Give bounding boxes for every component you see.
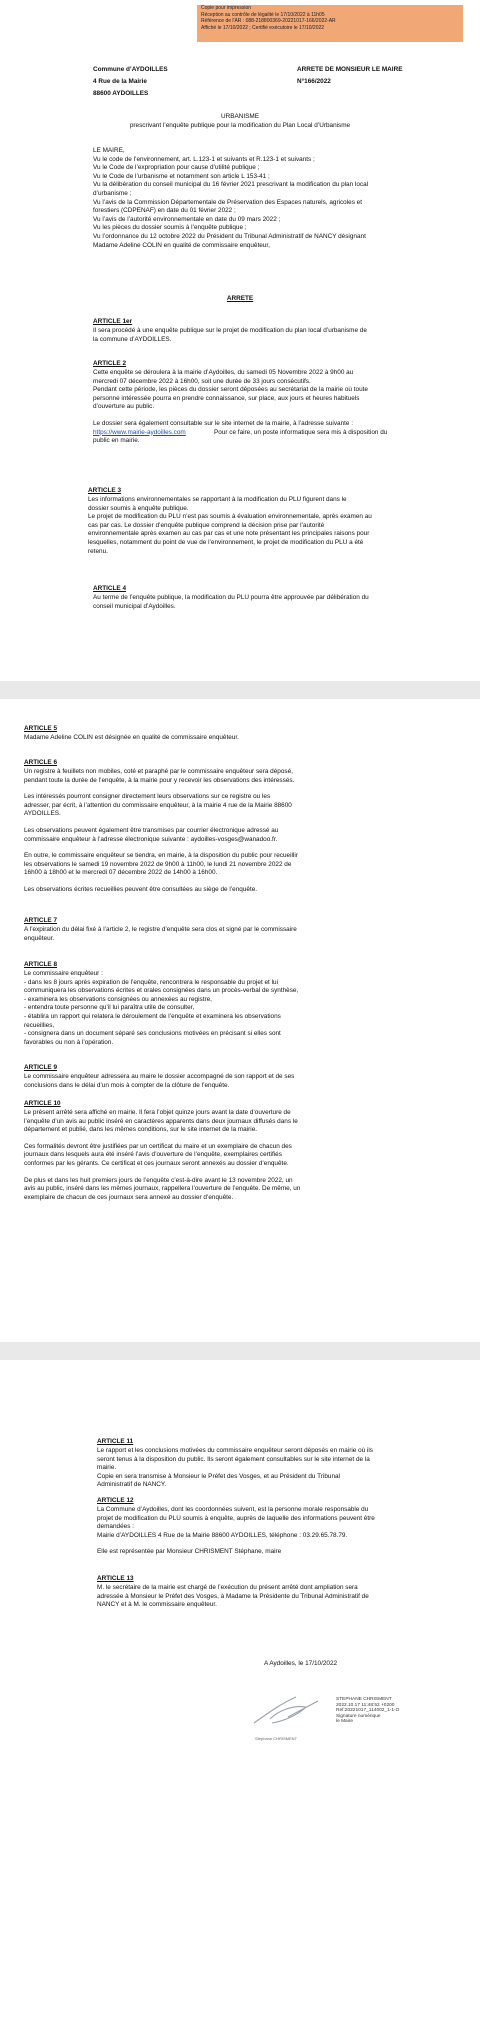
article-line: M. le secrétaire de la mairie est chargé de l’exécution du présent arrêté dont ampliation sera: [97, 1584, 358, 1591]
article-line: public en mairie.: [93, 437, 140, 445]
article-title: ARTICLE 12: [97, 1497, 134, 1504]
article-line: environnementale après examen au cas par cas et une note présentant les principales raisons pour: [88, 530, 370, 538]
article-title: ARTICLE 11: [97, 1438, 134, 1445]
signature-line: Signature numérique: [336, 1713, 381, 1719]
signature-line: 2022.10.17 11:48:52 +0200: [336, 1702, 395, 1708]
page-2: [0, 699, 480, 1342]
article-line: De plus et dans les huit premiers jours de l’enquête c’est-à-dire avant le 13 novembre 2022, un: [24, 1176, 293, 1184]
article-title: ARTICLE 6: [24, 759, 58, 766]
mayor-heading: LE MAIRE,: [93, 147, 125, 154]
article-line: Au terme de l’enquête publique, la modification du PLU pourra être approuvée par délibération du: [93, 594, 369, 601]
article-line: retenu.: [88, 547, 108, 555]
article-line: avis au public, inséré dans les mêmes journaux, rappellera l’ouverture de l’enquête. De même, un: [24, 1185, 301, 1193]
preamble-line: Vu le Code de l’urbanisme et notamment son article L 153-41 ;: [93, 172, 270, 180]
article-line: conclusions dans le délai d’un mois à compter de la clôture de l’enquête.: [24, 1081, 230, 1089]
article-line: AYDOILLES.: [24, 810, 61, 818]
signature-line: Ref:20221017_114002_1-1-O: [336, 1708, 400, 1714]
page-3: [0, 1360, 480, 2044]
article-line: - entendra toute personne qu’il lui paraîtra utile de consulter,: [24, 1004, 195, 1012]
preamble-line: forestiers (CDPENAF) en date du 01 février 2022 ;: [93, 207, 236, 215]
arrete-heading: ARRETE: [226, 295, 254, 302]
commune-address: 4 Rue de la Mairie: [93, 78, 147, 85]
article-title: ARTICLE 4: [93, 585, 127, 592]
preamble-line: Vu l’avis de l’autorité environnementale en date du 09 mars 2022 ;: [93, 215, 281, 223]
article-line: Le rapport et les conclusions motivées du commissaire enquêteur seront déposés en mairie où ils: [97, 1447, 374, 1454]
article-title: ARTICLE 10: [24, 1100, 61, 1107]
article-line: communiquera les observations écrites et orales consignées dans un procès-verbal de synthèse,: [24, 987, 299, 995]
preamble-line: Vu les pièces du dossier soumis à l’enquête publique ;: [93, 224, 247, 232]
article-line: Un registre à feuillets non mobiles, coté et paraphé par le commissaire enquêteur sera déposé,: [24, 768, 293, 775]
article-line: enquêteur.: [24, 934, 55, 942]
article-line: favorables ou non à l’opération.: [24, 1038, 114, 1046]
stamp-line: Copie pour impression: [201, 5, 252, 11]
article-line: l’enquête d’un avis au public inséré en caractères apparents dans deux journaux diffusés dans le: [24, 1117, 298, 1125]
article-line: mercredi 07 décembre 2022 à 16h00, soit une durée de 33 jours consécutifs.: [93, 377, 311, 385]
article-line: projet de modification du PLU soumis à enquête, auprès de laquelle des informations peuvent être: [97, 1514, 375, 1522]
article-line: La Commune d’Aydoilles, dont les coordonnées suivent, est la personne morale responsable du: [97, 1506, 369, 1513]
article-line: exemplaire de chacun de ces journaux sera annexé au dossier d’enquête.: [24, 1193, 234, 1201]
article-line: Pendant cette période, les pièces du dossier seront déposées au secrétariat de la mairie où toute: [93, 386, 368, 394]
subject-title: URBANISME: [221, 113, 259, 120]
article-line: conseil municipal d’Aydoilles.: [93, 602, 176, 610]
article-line: Cette enquête se déroulera à la mairie d’Aydoilles, du samedi 05 Novembre 2022 à 9h00 au: [93, 369, 354, 376]
preamble-line: Vu le Code de l’expropriation pour cause d’utilité publique ;: [93, 164, 260, 172]
article-line: personne intéressée pourra en prendre connaissance, sur place, aux jours et heures habituels: [93, 394, 360, 402]
article-line: Le dossier sera également consultable sur le site internet de la mairie, à l’adresse suivante :: [93, 420, 354, 427]
article-line: la commune d’AYDOILLES.: [93, 335, 172, 343]
digital-signature-block: [336, 1697, 399, 1725]
stamp-line: Référence de l'AR : 088-218800369-20221017-166/2022-AR: [201, 18, 336, 25]
article-line: Mairie d’AYDOILLES 4 Rue de la Mairie 88600 AYDOILLES, téléphone : 03.29.65.78.79.: [97, 1531, 348, 1539]
page-1: [0, 0, 480, 681]
place-date: A Aydoilles, le 17/10/2022: [264, 1660, 338, 1667]
decree-title: ARRETE DE MONSIEUR LE MAIRE: [297, 66, 403, 73]
article-title: ARTICLE 8: [24, 961, 58, 968]
article-title: ARTICLE 9: [24, 1064, 58, 1071]
article-line: - dans les 8 jours après expiration de l’enquête, rencontrera le responsable du projet et lui: [24, 978, 279, 986]
article-line: Il sera procédé à une enquête publique sur le projet de modification du plan local d’urbanisme de: [93, 327, 367, 334]
article-title: ARTICLE 7: [24, 917, 58, 924]
article-line: seront tenus à la disposition du public. Ils seront également consultables sur le site internet de la: [97, 1455, 370, 1463]
article-line: Elle est représentée par Monsieur CHRISMENT Stéphane, maire: [97, 1548, 282, 1556]
article-line: - consignera dans un document séparé ses conclusions motivées en précisant si elles sont: [24, 1030, 281, 1038]
stamp-line: Affiché le 17/10/2022 ; Certifié exécutoire le 17/10/2022: [201, 24, 325, 31]
article-line: Madame Adeline COLIN est désignée en qualité de commissaire enquêteur.: [24, 734, 239, 741]
article-line: NANCY et à M. le commissaire enquêteur.: [97, 1601, 217, 1609]
article-line: Les intéressés pourront consigner directement leurs observations sur ce registre ou les: [24, 793, 271, 801]
signature-line: le Maire: [336, 1719, 354, 1725]
article-line: adresser, par écrit, à l’attention du commissaire enquêteur, à la mairie 4 rue de la Mairie 88600: [24, 801, 292, 809]
article-line: Ces formalités devront être justifiées par un certificat du maire et un exemplaire de chacun des: [24, 1142, 292, 1150]
article-line: conformes par les gérants. Ce certificat et ces journaux seront annexés au dossier d’enquête.: [24, 1160, 289, 1167]
preamble-line: Vu l’ordonnance du 12 octobre 2022 du Président du Tribunal Administratif de NANCY désignant: [93, 233, 366, 240]
article-line: Le projet de modification du PLU n’est pas soumis à évaluation environnementale, après examen au: [88, 513, 372, 521]
article-line: Administratif de NANCY.: [97, 1481, 167, 1489]
article-line: 16h00 à 18h00 et le mercredi 07 décembre 2022 de 14h00 à 16h00.: [24, 869, 218, 877]
article-line: d’ouverture au public.: [93, 403, 155, 411]
article-line: Le présent arrêté sera affiché en mairie. Il fera l’objet quinze jours avant la date d’ouverture de: [24, 1109, 291, 1116]
signature-line: STEPHANE CHRISMENT: [336, 1697, 392, 1702]
article-line: Copie en sera transmise à Monsieur le Préfet des Vosges, et au Président du Tribunal: [97, 1472, 340, 1480]
article-line: commissaire enquêteur à l’adresse électronique suivante : aydoilles-vosges@wanadoo.fr.: [24, 835, 278, 843]
article-title: ARTICLE 3: [88, 487, 122, 494]
article-line: adressée à Monsieur le Préfet des Vosges, à Madame la Présidente du Tribunal Administratif de: [97, 1592, 369, 1600]
stamp-line: Réception au contrôle de légalité le 17/10/2022 à 11h05: [201, 11, 325, 18]
article-line: les observations le samedi 19 novembre 2022 de 9h00 à 11h00, le lundi 21 novembre 2022 de: [24, 860, 292, 868]
handwritten-signature: [248, 1687, 328, 1733]
article-line: En outre, le commissaire enquêteur se tiendra, en mairie, à la disposition du public pour recueillir: [24, 852, 298, 860]
article-title: ARTICLE 2: [93, 360, 127, 367]
article-title: ARTICLE 1er: [93, 318, 133, 325]
legality-stamp: [197, 5, 463, 42]
article-title: ARTICLE 13: [97, 1575, 134, 1582]
subject-text: prescrivant l’enquête publique pour la modification du Plan Local d’Urbanisme: [129, 122, 351, 129]
preamble-line: Vu le code de l’environnement, art. L.123-1 et suivants et R.123-1 et suivants ;: [93, 155, 315, 163]
article-line: recueillies,: [24, 1021, 55, 1029]
preamble-line: d’urbanisme ;: [93, 190, 132, 197]
preamble-line: Vu l’avis de la Commission Départementale de Préservation des Espaces naturels, agricoles et: [93, 198, 363, 206]
signature-name-under: Stéphane CHRISMENT: [255, 1736, 298, 1741]
article-line: dossier soumis à enquête publique.: [88, 504, 189, 512]
article-line: Les observations peuvent également être transmises par courrier électronique adressé au: [24, 827, 279, 834]
article-line: lesquelles, notamment du point de vue de l’environnement, le projet de modification du PLU a été: [88, 539, 364, 546]
commune-city: 88600 AYDOILLES: [93, 90, 149, 97]
article-line: Les informations environnementales se rapportant à la modification du PLU figurent dans le: [88, 496, 347, 503]
preamble-line: Vu la délibération du conseil municipal du 16 février 2021 prescrivant la modification du plan local: [93, 181, 369, 189]
article-title: ARTICLE 5: [24, 725, 58, 732]
article-line: pendant toute la durée de l’enquête, à la mairie pour y recevoir les observations des intéressés.: [24, 776, 295, 784]
article-line: mairie.: [97, 1464, 117, 1472]
website-link[interactable]: https://www.mairie-aydoilles.com: [93, 428, 186, 436]
preamble-line: Madame Adeline COLIN en qualité de commissaire enquêteur,: [93, 241, 270, 249]
article-line: Le commissaire enquêteur :: [24, 970, 103, 977]
article-line: - examinera les observations consignées ou annexées au registre,: [24, 995, 212, 1003]
article-line: demandées :: [97, 1523, 134, 1531]
article-line: cas par cas. Le dossier d’enquête publique comprend la décision prise par l’autorité: [88, 521, 325, 529]
commune-name: Commune d’AYDOILLES: [93, 66, 168, 73]
article-line: - établira un rapport qui relatera le déroulement de l’enquête et examinera les observations: [24, 1013, 281, 1020]
article-line: A l’expiration du délai fixé à l’article 2, le registre d’enquête sera clos et signé par le commissaire: [24, 926, 297, 933]
article-line: Pour ce faire, un poste informatique sera mis à disposition du: [214, 428, 388, 436]
decree-number: N°166/2022: [297, 78, 331, 85]
article-line: département et publié, dans les mêmes conditions, sur le site internet de la mairie.: [24, 1126, 258, 1134]
article-line: Les observations écrites recueillies peuvent être consultées au siège de l’enquête.: [24, 886, 258, 893]
article-line: journaux dans lesquels aura été inséré l’avis d’ouverture de l’enquête, exemplaires certifiés: [24, 1151, 282, 1159]
article-line: Le commissaire enquêteur adressera au maire le dossier accompagné de son rapport et de ses: [24, 1073, 295, 1080]
